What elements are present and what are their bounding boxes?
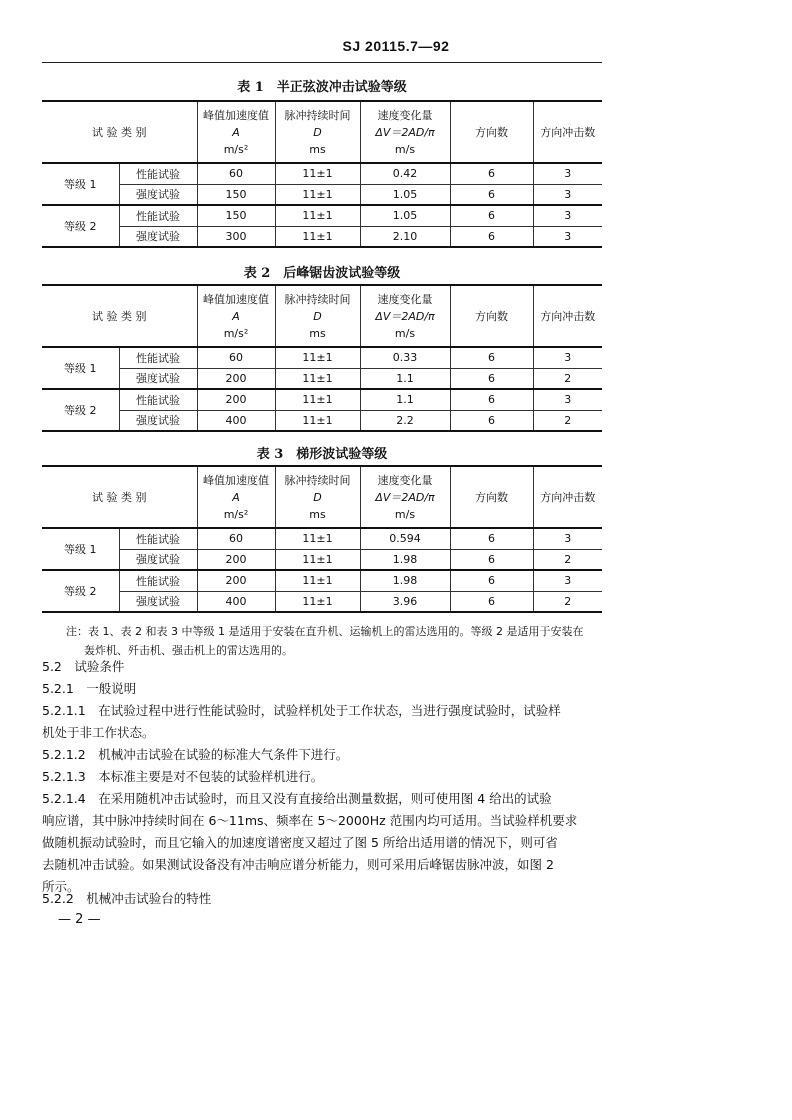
pulse-cell: 11±1 bbox=[275, 347, 360, 368]
hits-cell: 3 bbox=[533, 163, 602, 184]
note-line-2: 轰炸机、歼击机、强击机上的雷达选用的。 bbox=[84, 644, 293, 657]
col-header-dv-line: ΔV＝2AD/π bbox=[375, 309, 435, 323]
dirs-cell: 6 bbox=[450, 570, 533, 591]
grade-cell: 等级 2 bbox=[42, 570, 119, 612]
table-3-caption: 表 3 梯形波试验等级 bbox=[256, 447, 388, 462]
col-header-dv-line: m/s bbox=[394, 142, 416, 156]
col-header-pulse-line: D bbox=[313, 490, 322, 504]
col-header-pulse-line: D bbox=[313, 309, 322, 323]
heading-5-2: 5.2 试验条件 bbox=[42, 659, 125, 674]
pulse-cell: 11±1 bbox=[275, 591, 360, 612]
table-1-caption: 表 1 半正弦波冲击试验等级 bbox=[237, 80, 407, 95]
col-header-pulse bbox=[275, 466, 360, 528]
clause-5-2-1-3: 5.2.1.3 本标准主要是对不包装的试验样机进行。 bbox=[42, 769, 324, 784]
dv-cell: 2.2 bbox=[360, 410, 450, 431]
hits-cell: 3 bbox=[533, 570, 602, 591]
document-code: SJ 20115.7—92 bbox=[342, 38, 450, 54]
col-header-peak bbox=[197, 285, 275, 347]
dirs-cell: 6 bbox=[450, 368, 533, 389]
col-header-directions: 方向数 bbox=[450, 285, 533, 347]
grade-cell: 等级 1 bbox=[42, 163, 119, 205]
col-header-category: 试 验 类 别 bbox=[42, 101, 197, 163]
dv-cell: 1.98 bbox=[360, 570, 450, 591]
col-header-peak bbox=[197, 101, 275, 163]
clause-5-2-1-4-cont-3: 去随机冲击试验。如果测试设备没有冲击响应谱分析能力，则可采用后峰锯齿脉冲波，如图 2 bbox=[42, 857, 554, 872]
col-header-directions: 方向数 bbox=[450, 101, 533, 163]
col-header-pulse-line: 脉冲持续时间 bbox=[284, 108, 351, 122]
hits-cell: 2 bbox=[533, 368, 602, 389]
pulse-cell: 11±1 bbox=[275, 549, 360, 570]
col-header-pulse-line: ms bbox=[309, 507, 326, 521]
col-header-peak-line: m/s² bbox=[223, 326, 249, 340]
test-cell: 强度试验 bbox=[119, 184, 197, 205]
table-row bbox=[42, 205, 602, 226]
dirs-cell: 6 bbox=[450, 347, 533, 368]
col-header-dv-line: 速度变化量 bbox=[377, 292, 433, 306]
clause-5-2-1-2: 5.2.1.2 机械冲击试验在试验的标准大气条件下进行。 bbox=[42, 747, 349, 762]
col-header-pulse bbox=[275, 285, 360, 347]
table-row bbox=[42, 226, 602, 247]
peak-cell: 60 bbox=[197, 347, 275, 368]
dv-cell: 1.1 bbox=[360, 389, 450, 410]
hits-cell: 3 bbox=[533, 389, 602, 410]
col-header-pulse-line: 脉冲持续时间 bbox=[284, 292, 351, 306]
peak-cell: 150 bbox=[197, 205, 275, 226]
pulse-cell: 11±1 bbox=[275, 570, 360, 591]
peak-cell: 200 bbox=[197, 368, 275, 389]
clause-5-2-1-1: 5.2.1.1 在试验过程中进行性能试验时，试验样机处于工作状态，当进行强度试验时，试验样 bbox=[42, 703, 561, 718]
col-header-peak-line: A bbox=[232, 125, 240, 139]
dv-cell: 1.1 bbox=[360, 368, 450, 389]
col-header-impacts: 方向冲击数 bbox=[533, 466, 602, 528]
table-row bbox=[42, 570, 602, 591]
table-row bbox=[42, 163, 602, 184]
table-row bbox=[42, 549, 602, 570]
dv-cell: 1.05 bbox=[360, 205, 450, 226]
col-header-peak-line: 峰值加速度值 bbox=[203, 473, 269, 487]
peak-cell: 200 bbox=[197, 549, 275, 570]
table-row bbox=[42, 591, 602, 612]
test-cell: 性能试验 bbox=[119, 528, 197, 549]
col-header-category: 试 验 类 别 bbox=[42, 285, 197, 347]
col-header-dv-line: 速度变化量 bbox=[377, 473, 433, 487]
pulse-cell: 11±1 bbox=[275, 410, 360, 431]
hits-cell: 3 bbox=[533, 205, 602, 226]
dv-cell: 1.05 bbox=[360, 184, 450, 205]
peak-cell: 400 bbox=[197, 591, 275, 612]
dv-cell: 0.594 bbox=[360, 528, 450, 549]
col-header-category: 试 验 类 别 bbox=[42, 466, 197, 528]
hits-cell: 3 bbox=[533, 184, 602, 205]
peak-cell: 200 bbox=[197, 570, 275, 591]
pulse-cell: 11±1 bbox=[275, 389, 360, 410]
grade-cell: 等级 1 bbox=[42, 347, 119, 389]
test-cell: 强度试验 bbox=[119, 410, 197, 431]
col-header-pulse-line: 脉冲持续时间 bbox=[284, 473, 351, 487]
table-row bbox=[42, 184, 602, 205]
table-row bbox=[42, 368, 602, 389]
pulse-cell: 11±1 bbox=[275, 205, 360, 226]
test-cell: 性能试验 bbox=[119, 389, 197, 410]
dirs-cell: 6 bbox=[450, 226, 533, 247]
peak-cell: 60 bbox=[197, 528, 275, 549]
grade-cell: 等级 2 bbox=[42, 389, 119, 431]
pulse-cell: 11±1 bbox=[275, 184, 360, 205]
dirs-cell: 6 bbox=[450, 389, 533, 410]
hits-cell: 3 bbox=[533, 226, 602, 247]
note-line-1: 注：表 1、表 2 和表 3 中等级 1 是适用于安装在直升机、运输机上的雷达选用的。等级 2 是适用于安装在 bbox=[66, 625, 584, 638]
peak-cell: 400 bbox=[197, 410, 275, 431]
col-header-dv-line: 速度变化量 bbox=[377, 108, 433, 122]
clause-5-2-1-4-cont-1: 响应谱，其中脉冲持续时间在 6～11ms、频率在 5～2000Hz 范围内均可适用。当试验样机要求 bbox=[42, 813, 578, 828]
dirs-cell: 6 bbox=[450, 205, 533, 226]
col-header-dv-line: m/s bbox=[394, 326, 416, 340]
table-2 bbox=[42, 284, 602, 432]
col-header-dv bbox=[360, 101, 450, 163]
peak-cell: 60 bbox=[197, 163, 275, 184]
header-rule bbox=[42, 62, 602, 63]
test-cell: 性能试验 bbox=[119, 347, 197, 368]
clause-5-2-1-4-cont-4: 所示。 bbox=[42, 879, 80, 894]
test-cell: 强度试验 bbox=[119, 549, 197, 570]
heading-5-2-1: 5.2.1 一般说明 bbox=[42, 681, 137, 696]
pulse-cell: 11±1 bbox=[275, 368, 360, 389]
col-header-pulse bbox=[275, 101, 360, 163]
peak-cell: 300 bbox=[197, 226, 275, 247]
dv-cell: 3.96 bbox=[360, 591, 450, 612]
dv-cell: 1.98 bbox=[360, 549, 450, 570]
clause-5-2-1-4-cont-2: 做随机振动试验时，而且它输入的加速度谱密度又超过了图 5 所给出适用谱的情况下，则可省 bbox=[42, 835, 558, 850]
col-header-dv-line: ΔV＝2AD/π bbox=[375, 125, 435, 139]
dirs-cell: 6 bbox=[450, 184, 533, 205]
heading-5-2-2: 5.2.2 机械冲击试验台的特性 bbox=[42, 891, 212, 906]
col-header-dv bbox=[360, 285, 450, 347]
page-number: — 2 — bbox=[58, 912, 101, 927]
pulse-cell: 11±1 bbox=[275, 226, 360, 247]
col-header-dv-line: ΔV＝2AD/π bbox=[375, 490, 435, 504]
col-header-pulse-line: ms bbox=[309, 326, 326, 340]
dirs-cell: 6 bbox=[450, 528, 533, 549]
pulse-cell: 11±1 bbox=[275, 528, 360, 549]
dirs-cell: 6 bbox=[450, 163, 533, 184]
test-cell: 强度试验 bbox=[119, 226, 197, 247]
test-cell: 性能试验 bbox=[119, 570, 197, 591]
dv-cell: 2.10 bbox=[360, 226, 450, 247]
col-header-peak-line: 峰值加速度值 bbox=[203, 108, 269, 122]
col-header-peak-line: m/s² bbox=[223, 507, 249, 521]
dv-cell: 0.33 bbox=[360, 347, 450, 368]
table-3 bbox=[42, 465, 602, 613]
col-header-impacts: 方向冲击数 bbox=[533, 101, 602, 163]
table-row bbox=[42, 347, 602, 368]
hits-cell: 2 bbox=[533, 591, 602, 612]
hits-cell: 3 bbox=[533, 347, 602, 368]
test-cell: 强度试验 bbox=[119, 368, 197, 389]
hits-cell: 3 bbox=[533, 528, 602, 549]
col-header-peak-line: m/s² bbox=[223, 142, 249, 156]
clause-5-2-1-4: 5.2.1.4 在采用随机冲击试验时，而且又没有直接给出测量数据，则可使用图 4 给出的试验 bbox=[42, 791, 552, 806]
table-header-row bbox=[42, 101, 602, 163]
dv-cell: 0.42 bbox=[360, 163, 450, 184]
table-row bbox=[42, 528, 602, 549]
col-header-pulse-line: ms bbox=[309, 142, 326, 156]
test-cell: 性能试验 bbox=[119, 205, 197, 226]
peak-cell: 150 bbox=[197, 184, 275, 205]
col-header-directions: 方向数 bbox=[450, 466, 533, 528]
table-header-row bbox=[42, 466, 602, 528]
table-row bbox=[42, 410, 602, 431]
pulse-cell: 11±1 bbox=[275, 163, 360, 184]
table-note bbox=[66, 622, 606, 660]
table-row bbox=[42, 389, 602, 410]
grade-cell: 等级 1 bbox=[42, 528, 119, 570]
test-cell: 性能试验 bbox=[119, 163, 197, 184]
table-2-caption: 表 2 后峰锯齿波试验等级 bbox=[243, 266, 401, 281]
dirs-cell: 6 bbox=[450, 410, 533, 431]
grade-cell: 等级 2 bbox=[42, 205, 119, 247]
col-header-impacts: 方向冲击数 bbox=[533, 285, 602, 347]
test-cell: 强度试验 bbox=[119, 591, 197, 612]
hits-cell: 2 bbox=[533, 410, 602, 431]
hits-cell: 2 bbox=[533, 549, 602, 570]
col-header-peak-line: 峰值加速度值 bbox=[203, 292, 269, 306]
table-1 bbox=[42, 100, 602, 248]
col-header-dv-line: m/s bbox=[394, 507, 416, 521]
col-header-peak bbox=[197, 466, 275, 528]
col-header-peak-line: A bbox=[232, 490, 240, 504]
clause-5-2-1-1-cont: 机处于非工作状态。 bbox=[42, 725, 155, 740]
dirs-cell: 6 bbox=[450, 549, 533, 570]
table-header-row bbox=[42, 285, 602, 347]
peak-cell: 200 bbox=[197, 389, 275, 410]
col-header-dv bbox=[360, 466, 450, 528]
col-header-peak-line: A bbox=[232, 309, 240, 323]
dirs-cell: 6 bbox=[450, 591, 533, 612]
col-header-pulse-line: D bbox=[313, 125, 322, 139]
